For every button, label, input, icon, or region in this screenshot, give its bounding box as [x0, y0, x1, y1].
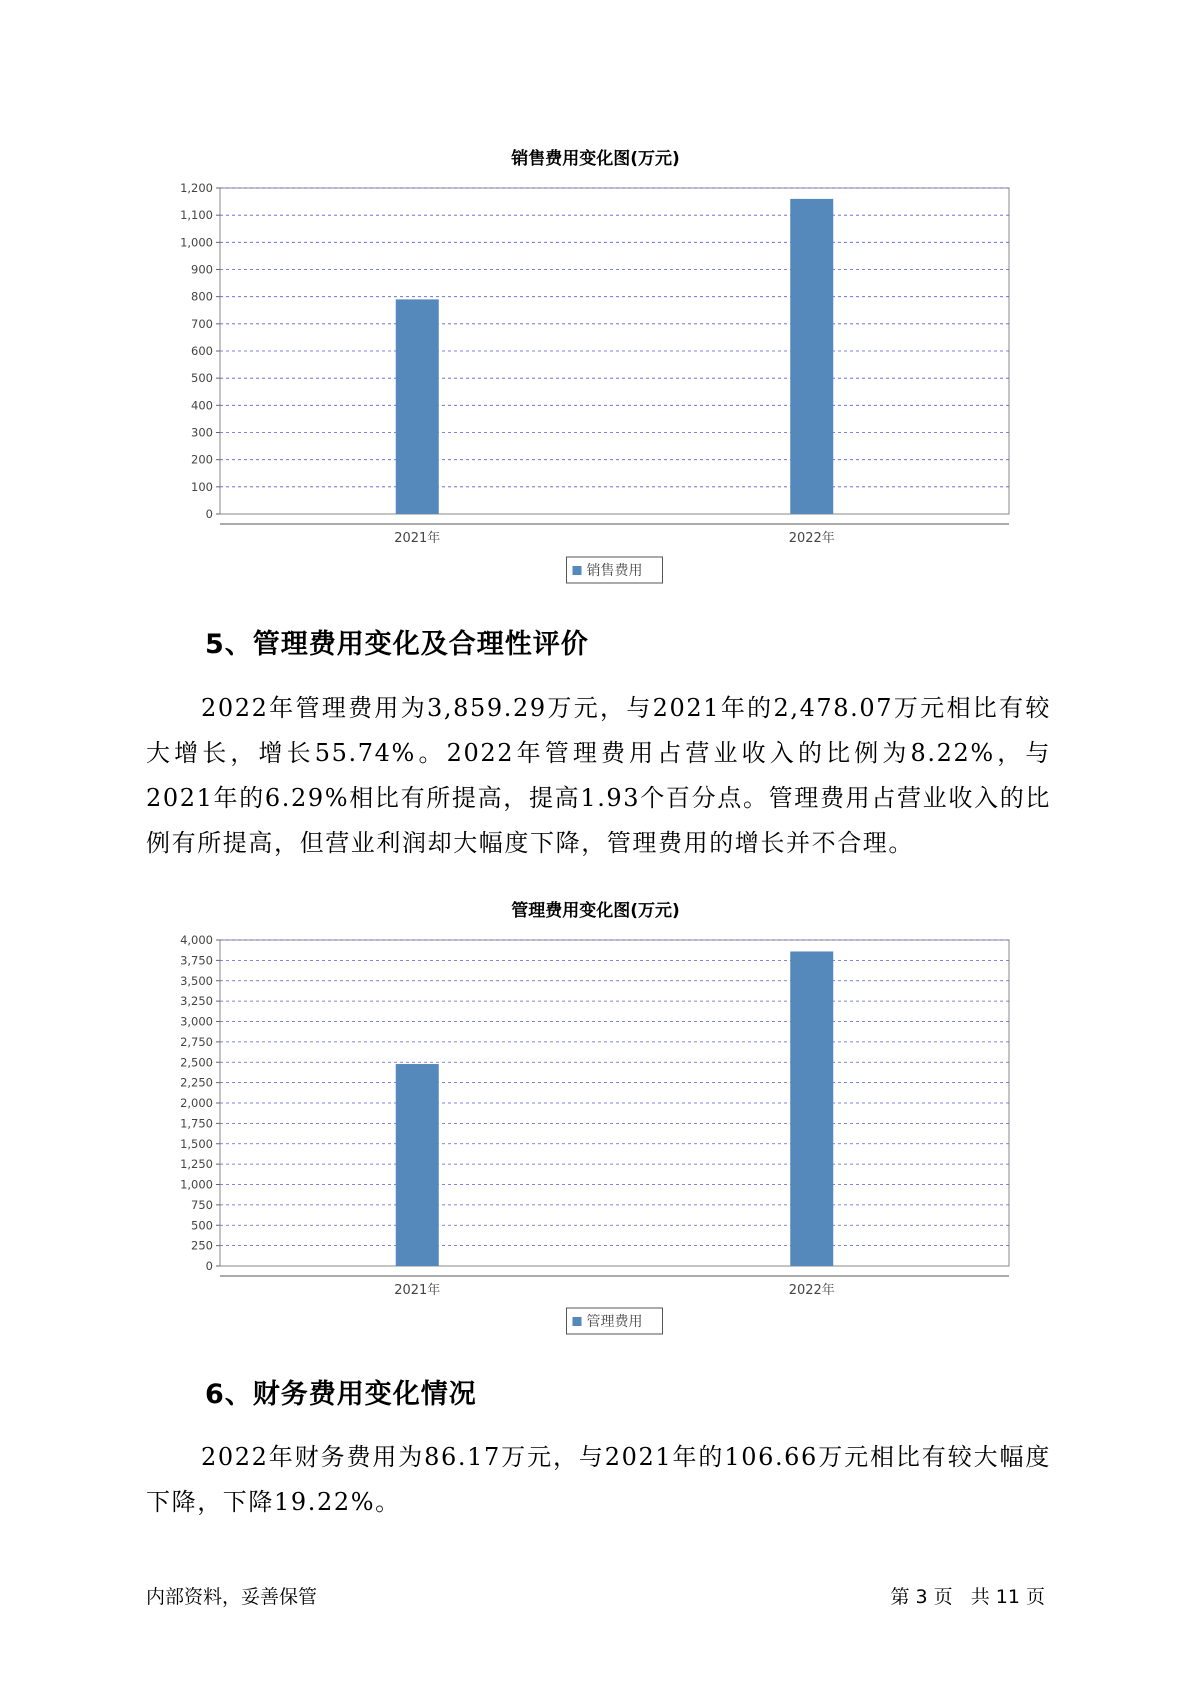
y-tick-label: 1,000 [180, 235, 213, 250]
y-tick-label: 3,750 [180, 953, 213, 968]
y-tick-label: 700 [191, 316, 213, 331]
y-tick-label: 4,000 [180, 933, 213, 947]
y-tick-label: 3,250 [180, 994, 213, 1009]
y-tick-label: 900 [191, 262, 213, 277]
y-tick-label: 1,250 [180, 1157, 213, 1172]
bar [790, 951, 833, 1266]
y-tick-label: 100 [191, 479, 213, 494]
y-tick-label: 2,750 [180, 1034, 213, 1049]
y-tick-label: 250 [191, 1238, 213, 1253]
bar [396, 1064, 439, 1266]
y-tick-label: 200 [191, 452, 213, 467]
x-tick-label: 2022年 [788, 1283, 835, 1298]
y-tick-label: 2,500 [180, 1055, 213, 1070]
y-tick-label: 1,750 [180, 1116, 213, 1131]
y-tick-label: 1,000 [180, 1177, 213, 1192]
y-tick-label: 1,100 [180, 208, 213, 223]
y-tick-label: 750 [191, 1197, 213, 1212]
chart2-title: 管理费用变化图(万元) [511, 901, 680, 921]
section6-paragraph: 2022年财务费用为86.17万元，与2021年的106.66万元相比有较大幅度下降，下降19.22%。 [146, 1443, 1051, 1516]
x-tick-label: 2021年 [394, 531, 441, 546]
y-tick-label: 1,500 [180, 1136, 213, 1151]
plot-area [220, 940, 1009, 1266]
section5-heading: 5、管理费用变化及合理性评价 [205, 629, 589, 660]
footer-confidential-note: 内部资料，妥善保管 [146, 1586, 318, 1608]
y-tick-label: 1,200 [180, 181, 213, 195]
legend-swatch [573, 1317, 582, 1326]
y-tick-label: 500 [191, 371, 213, 386]
y-tick-label: 800 [191, 289, 213, 304]
footer-page-number: 第 3 页 共 11 页 [890, 1586, 1045, 1608]
y-tick-label: 3,500 [180, 973, 213, 988]
chart1-title: 销售费用变化图(万元) [511, 149, 680, 169]
x-tick-label: 2021年 [394, 1283, 441, 1298]
y-tick-label: 400 [191, 398, 213, 413]
y-tick-label: 0 [205, 1259, 213, 1273]
section5-paragraph: 2022年管理费用为3,859.29万元，与2021年的2,478.07万元相比有较大增长，增长55.74%。2022年管理费用占营业收入的比例为8.22%，与2021年的6.29%相比有所提高，提高1.93个百分点。管理费用占营业收入的比例有所提高，但营业利润却大幅度下降，管理费用的增长并不合理。 [146, 694, 1051, 857]
legend-label: 管理费用 [586, 1314, 643, 1330]
y-tick-label: 3,000 [180, 1014, 213, 1029]
y-tick-label: 300 [191, 425, 213, 440]
y-tick-label: 0 [205, 507, 213, 521]
section6-heading: 6、财务费用变化情况 [205, 1379, 477, 1410]
x-tick-label: 2022年 [788, 531, 835, 546]
y-tick-label: 500 [191, 1218, 213, 1233]
legend-label: 销售费用 [586, 563, 643, 579]
y-tick-label: 600 [191, 344, 213, 358]
y-tick-label: 2,250 [180, 1075, 213, 1090]
y-tick-label: 2,000 [180, 1096, 213, 1110]
